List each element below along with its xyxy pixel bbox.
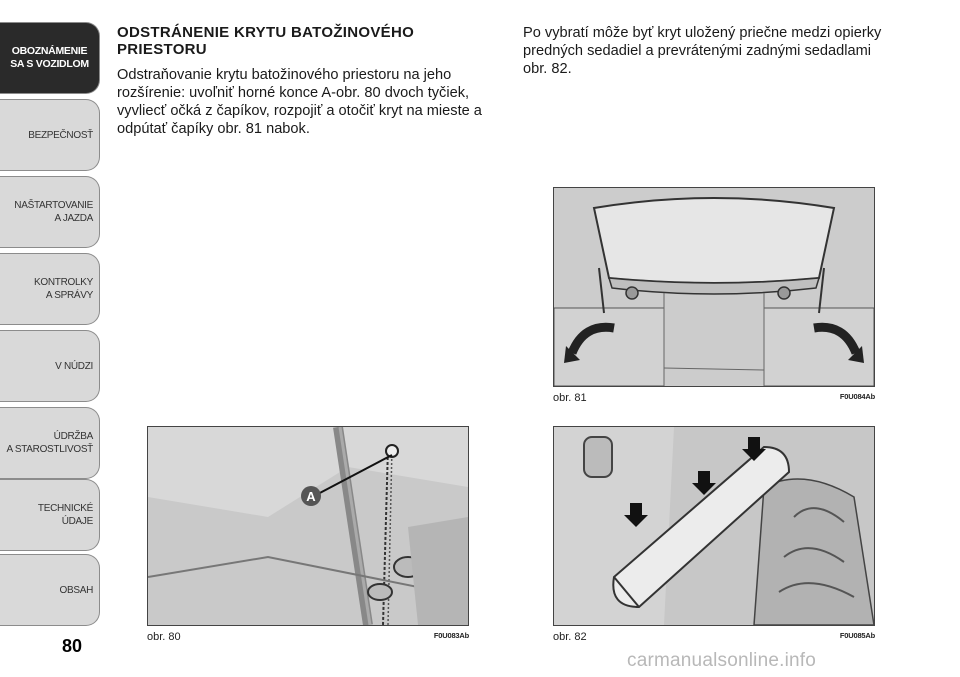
figure-81: [553, 187, 875, 406]
figure-80: [147, 426, 469, 645]
figure-81-caption: obr. 81: [553, 392, 587, 404]
paragraph-left: Odstraňovanie krytu batožinového priestoru na jeho rozšírenie: uvoľniť horné konce A-obr. 80 dvoch tyčiek, vyvliecť očká z čapíkov, rozpojiť a otočiť kryt na mieste a odpútať čapíky obr. 81 nabok.: [117, 67, 482, 137]
figure-81-code: F0U084Ab: [839, 392, 875, 401]
figure-82-image: [553, 426, 875, 626]
text-column-left: [117, 24, 502, 138]
watermark: carmanualsonline.info: [627, 650, 817, 671]
paragraph-right: Po vybratí môže byť kryt uložený priečne medzi opierky predných sedadiel a prevrátenými zadnými sedadlami obr. 82.: [523, 25, 882, 77]
figure-80-caption: obr. 80: [147, 631, 181, 643]
tab-obsah[interactable]: OBSAH: [0, 554, 100, 626]
figure-82: [553, 426, 875, 645]
figure-80-image: [147, 426, 469, 626]
tab-bezpecnost[interactable]: BEZPEČNOSŤ: [0, 99, 100, 171]
tab-kontrolky[interactable]: KONTROLKY A SPRÁVY: [0, 253, 100, 325]
page-number: 80: [62, 636, 83, 656]
text-column-right: [523, 24, 883, 78]
figure-82-code: F0U085Ab: [839, 631, 875, 640]
figure-82-caption: obr. 82: [553, 631, 587, 643]
tab-nastartovanie[interactable]: NAŠTARTOVANIE A JAZDA: [0, 176, 100, 248]
figure-80-code: F0U083Ab: [433, 631, 469, 640]
tab-technicke[interactable]: TECHNICKÉ ÚDAJE: [0, 479, 100, 551]
tab-v-nudzi[interactable]: V NÚDZI: [0, 330, 100, 402]
figure-80-callout: A: [306, 489, 316, 504]
figure-81-image: [553, 187, 875, 387]
tab-oboznamenie[interactable]: OBOZNÁMENIE SA S VOZIDLOM: [0, 22, 100, 94]
section-title: ODSTRÁNENIE KRYTU BATOŽINOVÉHO PRIESTORU: [117, 24, 415, 58]
tab-udrzba[interactable]: ÚDRŽBA A STAROSTLIVOSŤ: [0, 407, 100, 479]
